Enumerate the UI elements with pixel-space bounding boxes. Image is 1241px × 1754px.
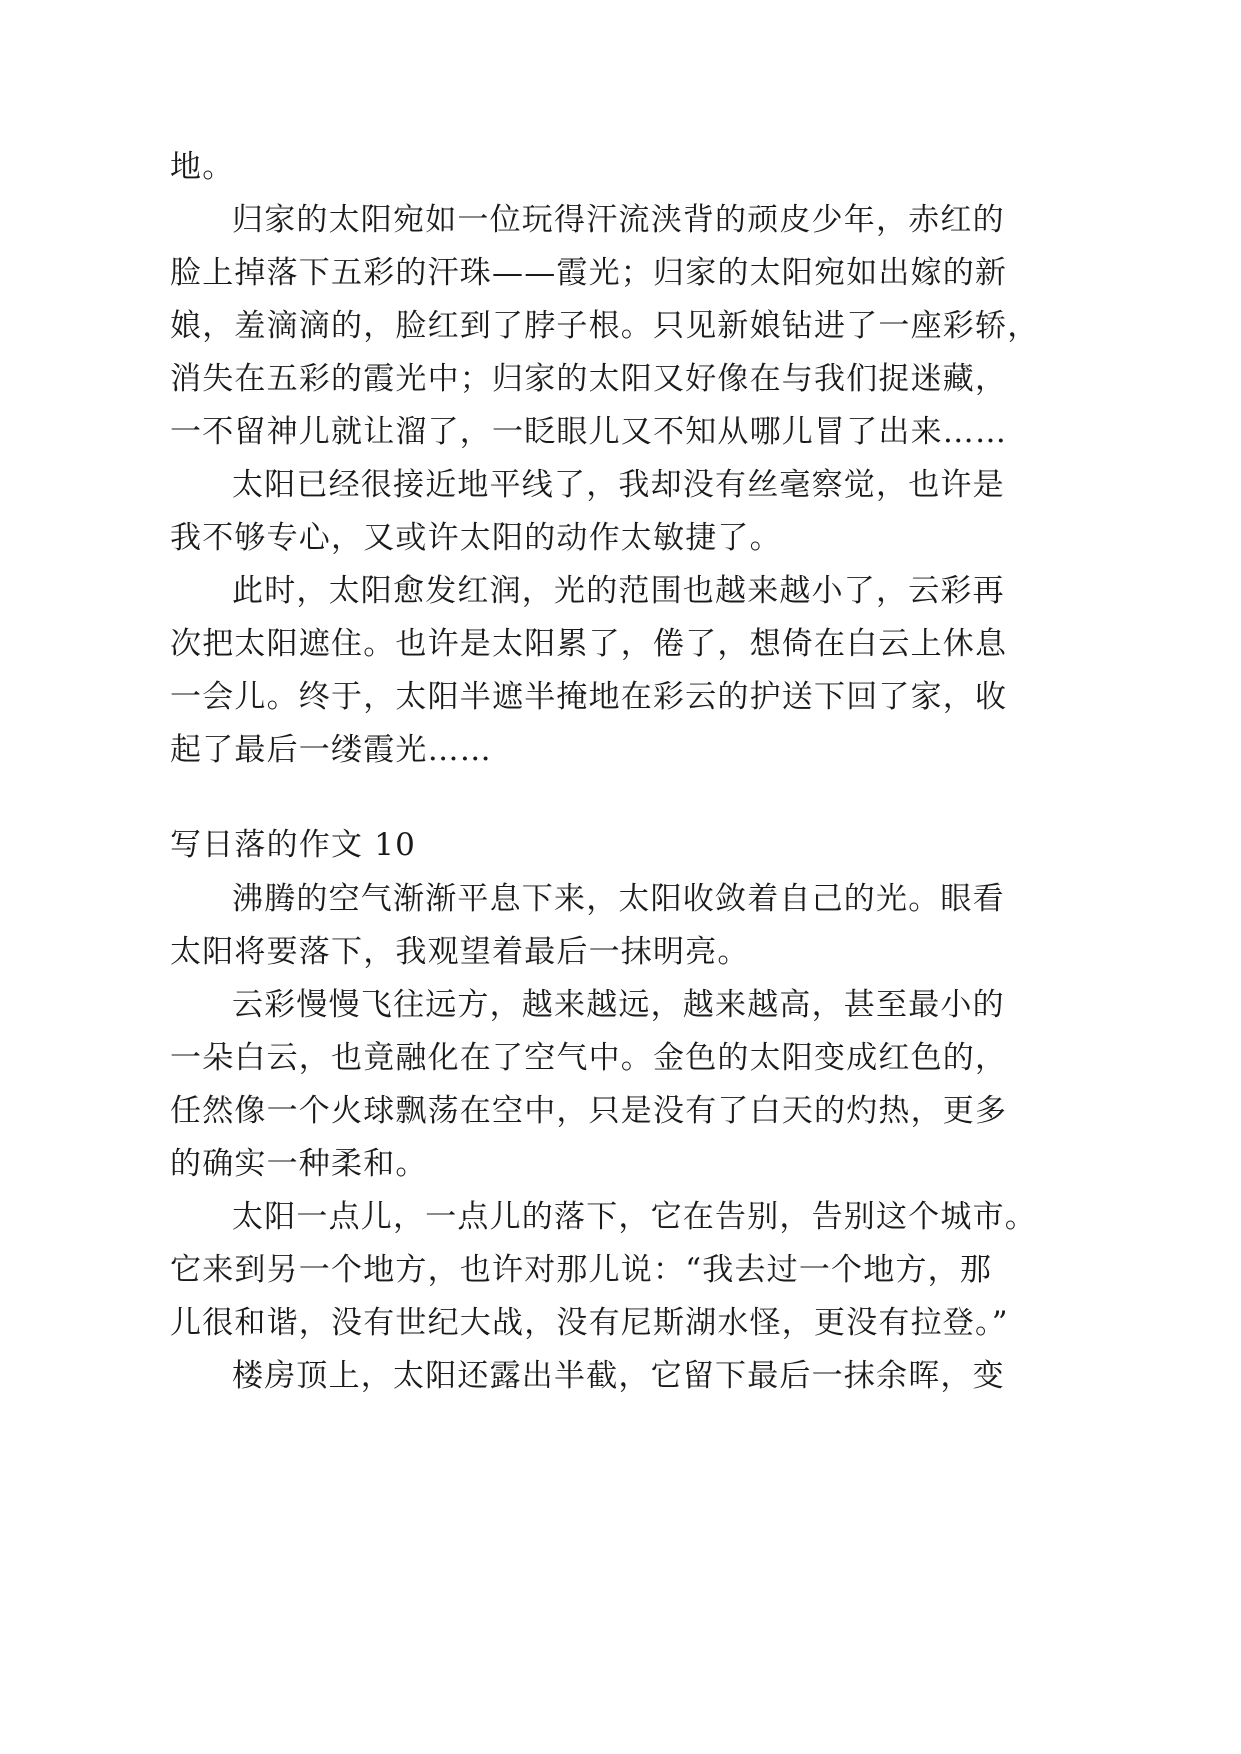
line-text: 我不够专心，又或许太阳的动作太敏捷了。: [170, 520, 782, 556]
line-text: 太阳将要落下，我观望着最后一抹明亮。: [170, 934, 750, 970]
line-text: 太阳已经很接近地平线了，我却没有丝毫察觉，也许是: [232, 467, 1005, 503]
line-text: 楼房顶上，太阳还露出半截，它留下最后一抹余晖，变: [232, 1358, 1005, 1394]
line-text: 此时，太阳愈发红润，光的范围也越来越小了，云彩再: [232, 573, 1005, 609]
line-text: 云彩慢慢飞往远方，越来越远，越来越高，甚至最小的: [232, 987, 1005, 1023]
line-text: 娘，羞滴滴的，脸红到了脖子根。只见新娘钻进了一座彩轿，: [170, 308, 1040, 344]
line-text: 一朵白云，也竟融化在了空气中。金色的太阳变成红色的，: [170, 1040, 1008, 1076]
line-text: 沸腾的空气渐渐平息下来，太阳收敛着自己的光。眼看: [232, 881, 1005, 917]
line-text: 地。: [170, 149, 235, 185]
line-text: 一不留神儿就让溜了，一眨眼儿又不知从哪儿冒了出来……: [170, 414, 1008, 450]
line-text: 次把太阳遮住。也许是太阳累了，倦了，想倚在白云上休息: [170, 626, 1008, 662]
line-text: 归家的太阳宛如一位玩得汗流浃背的顽皮少年，赤红的: [232, 202, 1005, 238]
line-text: 消失在五彩的霞光中；归家的太阳又好像在与我们捉迷藏，: [170, 361, 1008, 397]
line-text: 一会儿。终于，太阳半遮半掩地在彩云的护送下回了家，收: [170, 679, 1008, 715]
line-text: 太阳一点儿，一点儿的落下，它在告别，告别这个城市。: [232, 1199, 1037, 1235]
line-text: 它来到另一个地方，也许对那儿说：“我去过一个地方，那: [170, 1252, 993, 1288]
line-text: 脸上掉落下五彩的汗珠——霞光；归家的太阳宛如出嫁的新: [170, 255, 1008, 291]
line-text: 起了最后一缕霞光……: [170, 732, 492, 768]
heading-text: 写日落的作文 10: [170, 827, 417, 863]
line-text: 任然像一个火球飘荡在空中，只是没有了白天的灼热，更多: [170, 1093, 1008, 1129]
line-text: 儿很和谐，没有世纪大战，没有尼斯湖水怪，更没有拉登。”: [170, 1305, 1009, 1341]
line-text: 的确实一种柔和。: [170, 1146, 428, 1182]
